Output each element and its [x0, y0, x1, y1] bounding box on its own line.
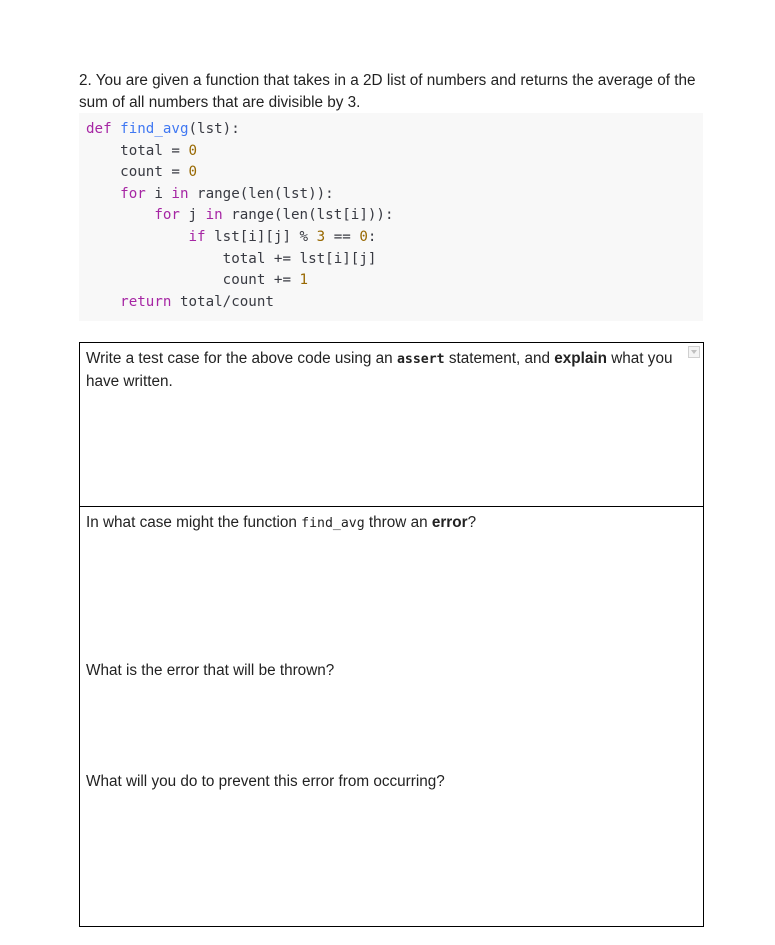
- code-token: (lst):: [188, 121, 240, 137]
- test-case-prompt-text: Write a test case for the above code using an: [86, 350, 397, 367]
- code-token: [86, 229, 189, 245]
- code-token: :: [367, 228, 377, 245]
- code-token: in: [171, 185, 189, 202]
- error-case-prompt-text-2: throw an: [364, 514, 432, 531]
- code-token: j: [179, 207, 206, 224]
- code-token: [86, 207, 154, 223]
- question-text: 2. You are given a function that takes in a 2D list of numbers and returns the average of the sum of all numbers that are divisible by 3.: [79, 72, 696, 111]
- test-case-prompt-text-3: what you have written.: [86, 350, 673, 390]
- code-token: def: [86, 121, 121, 137]
- dropdown-arrow-icon[interactable]: [688, 346, 700, 358]
- code-token: count +=: [86, 272, 300, 289]
- code-token: 1: [299, 272, 309, 289]
- code-line: [86, 162, 703, 184]
- code-token: ==: [325, 228, 360, 245]
- code-token: range(len(lst[i])):: [222, 207, 394, 224]
- code-token: find_avg: [120, 121, 189, 137]
- code-token: for: [120, 185, 146, 202]
- code-line: [86, 270, 703, 292]
- prevention-prompt: What will you do to prevent this error from occurring?: [86, 773, 445, 790]
- code-token: 0: [188, 164, 198, 181]
- code-token: [86, 294, 120, 310]
- code-token: total =: [86, 142, 189, 159]
- error-case-prompt-text: In what case might the function: [86, 514, 302, 531]
- code-token: 3: [316, 228, 326, 245]
- code-line: [86, 184, 703, 206]
- code-token: range(len(lst)):: [188, 185, 334, 202]
- test-case-prompt-text-2: statement, and: [444, 350, 555, 367]
- code-token: 0: [359, 228, 368, 245]
- code-token: i: [145, 185, 172, 202]
- code-block: [79, 113, 703, 321]
- code-line: [86, 119, 703, 141]
- code-line: [86, 205, 703, 227]
- code-token: if: [188, 228, 206, 245]
- code-token: [86, 186, 120, 202]
- code-token: count =: [86, 164, 189, 181]
- code-line: [86, 141, 703, 163]
- code-token: return: [120, 293, 172, 310]
- assert-keyword: assert: [396, 352, 445, 367]
- code-token: for: [154, 207, 180, 224]
- answer-box-error[interactable]: [79, 506, 704, 927]
- error-type-prompt: What is the error that will be thrown?: [86, 662, 335, 679]
- code-token: 0: [188, 142, 198, 159]
- test-case-prompt: [86, 348, 684, 393]
- error-case-prompt: [86, 512, 686, 535]
- code-line: [86, 249, 703, 271]
- explain-emphasis: explain: [554, 350, 607, 367]
- code-token: total/count: [171, 293, 274, 310]
- code-token: total += lst[i][j]: [86, 250, 377, 267]
- function-name-code: find_avg: [301, 516, 365, 531]
- error-emphasis: error: [431, 514, 468, 531]
- error-case-prompt-text-3: ?: [467, 514, 477, 531]
- code-line: [86, 292, 703, 314]
- code-line: [86, 227, 703, 249]
- code-token: lst[i][j] %: [205, 228, 317, 245]
- code-token: in: [205, 207, 223, 224]
